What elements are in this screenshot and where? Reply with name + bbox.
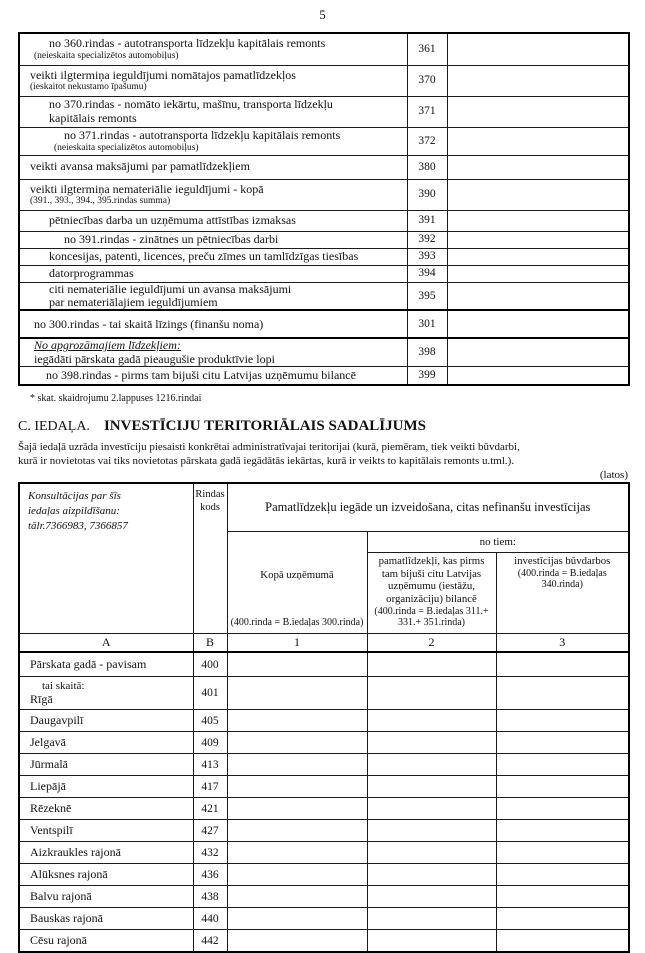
table-row [19, 155, 629, 179]
territorial-table [18, 482, 630, 952]
row-code: 391 [407, 210, 447, 231]
col3-title: investīcijas būvdarbos [514, 554, 611, 567]
row-code: 436 [193, 864, 227, 886]
row-note: (391., 393., 394., 395.rindas summa) [30, 196, 171, 206]
value-cell [367, 732, 496, 754]
page-number: 5 [319, 7, 326, 22]
col1-header-cell [227, 531, 367, 633]
row-label-cell [19, 65, 407, 96]
col-letter-b: B [193, 633, 227, 652]
row-label-cell [19, 265, 407, 282]
col-letter-2: 2 [367, 633, 496, 652]
table-row [19, 864, 629, 886]
row-code: 432 [193, 842, 227, 864]
territory-label: Pārskata gadā - pavisam [19, 652, 193, 677]
value-cell [227, 652, 367, 677]
row-code: 301 [407, 310, 447, 338]
col2-note: (400.rinda = B.iedaļas 311.+ 331.+ 351.rinda) [374, 605, 489, 629]
value-cell [496, 677, 629, 710]
value-cell [496, 754, 629, 776]
territory-label: Rēzeknē [19, 798, 193, 820]
row-label: no 370.rindas - nomāto iekārtu, mašīnu, transporta līdzekļu [49, 97, 333, 112]
value-cell [496, 652, 629, 677]
table-row [19, 820, 629, 842]
value-cell [227, 776, 367, 798]
intro-line-2: kurā ir novietotas vai tiks novietotas pārskata gadā iegādātās iekārtas, kurā ir veikts to kapitālais remonts u.tml.). [18, 455, 515, 468]
row-label-line2: par nemateriālajiem ieguldījumiem [49, 294, 218, 309]
row-code: 421 [193, 798, 227, 820]
row-label: no 300.rindas - tai skaitā līzings (finanšu noma) [34, 316, 264, 331]
row-code: 399 [407, 367, 447, 385]
of-which-label: tai skaitā: [42, 679, 85, 692]
row-label: no 391.rindas - zinātnes un pētniecības darbi [64, 231, 279, 246]
value-cell [367, 820, 496, 842]
row-label: veikti ilgtermiņa ieguldījumi nomātajos pamatlīdzekļos [30, 67, 296, 82]
table-row [19, 310, 629, 338]
row-label-heading: No apgrozāmajiem līdzekļiem: [34, 338, 181, 353]
table-row [19, 231, 629, 248]
col1-note: (400.rinda = B.iedaļas 300.rinda) [230, 617, 364, 629]
row-label-cell [19, 282, 407, 310]
column-letters-row [19, 633, 629, 652]
row-code: 371 [407, 96, 447, 127]
row-label-cell [19, 231, 407, 248]
table-row [19, 886, 629, 908]
table-row [19, 754, 629, 776]
value-cell [447, 310, 629, 338]
value-cell [367, 798, 496, 820]
row-label-cell [19, 127, 407, 155]
territory-label: Ventspilī [19, 820, 193, 842]
row-note: (neieskaita specializētos automobiļus) [34, 50, 179, 61]
row-code: 361 [407, 33, 447, 65]
row-label: no 360.rindas - autotransporta līdzekļu kapitālais remonts [49, 36, 326, 51]
section-heading-title: INVESTĪCIJU TERITORIĀLAIS SADALĪJUMS [103, 417, 426, 434]
col-letter-1: 1 [227, 633, 367, 652]
table-row [19, 732, 629, 754]
table-row [19, 652, 629, 677]
value-cell [227, 930, 367, 952]
value-cell [227, 677, 367, 710]
value-cell [367, 652, 496, 677]
table-row [19, 96, 629, 127]
territory-label: Jelgavā [19, 732, 193, 754]
row-label: datorprogrammas [49, 265, 134, 280]
main-column-header: Pamatlīdzekļu iegāde un izveidošana, citas nefinanšu investīcijas [227, 483, 629, 531]
value-cell [447, 155, 629, 179]
value-cell [367, 930, 496, 952]
row-label: koncesijas, patenti, licences, preču zīmes un tamlīdzīgas tiesības [49, 248, 359, 263]
value-cell [447, 338, 629, 366]
value-cell [496, 886, 629, 908]
value-cell [367, 677, 496, 710]
table-row [19, 282, 629, 310]
value-cell [447, 33, 629, 65]
consult-line-2: iedaļas aizpildīšanu: [28, 505, 120, 518]
value-cell [367, 842, 496, 864]
value-cell [447, 96, 629, 127]
table-row [19, 248, 629, 265]
value-cell [496, 864, 629, 886]
row-label: no 398.rindas - pirms tam bijuši citu Latvijas uzņēmumu bilancē [46, 367, 356, 382]
row-label-cell [19, 179, 407, 210]
value-cell [367, 886, 496, 908]
value-cell [496, 820, 629, 842]
investments-detail-table [18, 32, 630, 386]
value-cell [447, 231, 629, 248]
row-label: veikti avansa maksājumi par pamatlīdzekļiem [30, 159, 250, 174]
row-code: 440 [193, 908, 227, 930]
row-note: (ieskaitot nekustamo īpašumu) [30, 82, 147, 92]
row-code: 417 [193, 776, 227, 798]
row-note: (neieskaita specializētos automobiļus) [54, 142, 199, 153]
row-code: 380 [407, 155, 447, 179]
row-label-cell [19, 210, 407, 231]
value-cell [367, 864, 496, 886]
table-row [19, 179, 629, 210]
row-label: veikti ilgtermiņa nemateriālie ieguldījumi - kopā [30, 181, 264, 196]
value-cell [227, 732, 367, 754]
units-label: (latos) [599, 469, 628, 482]
consult-line-3: tālr.7366983, 7366857 [28, 520, 128, 533]
table-row [19, 367, 629, 385]
value-cell [227, 798, 367, 820]
table-row [19, 210, 629, 231]
value-cell [496, 842, 629, 864]
col3-header-cell [496, 552, 629, 633]
row-label-line2: iegādāti pārskata gadā pieaugušie produktīvie lopi [34, 351, 275, 366]
value-cell [227, 754, 367, 776]
intro-line-1: Šajā iedaļā uzrāda investīciju piesaisti konkrētai administratīvajai teritorijai (kurā, piemēram, tiek veikti būvdarbi, [18, 440, 520, 453]
consultation-cell [19, 483, 193, 633]
row-code: 372 [407, 127, 447, 155]
row-label-cell [19, 248, 407, 265]
table-row [19, 908, 629, 930]
territory-label: Cēsu rajonā [19, 930, 193, 952]
table-row [19, 930, 629, 952]
territory-label: Jūrmalā [19, 754, 193, 776]
row-code: 393 [407, 248, 447, 265]
value-cell [447, 210, 629, 231]
row-code: 390 [407, 179, 447, 210]
value-cell [367, 776, 496, 798]
row-label: no 371.rindas - autotransporta līdzekļu kapitālais remonts [64, 128, 341, 143]
territory-label: Alūksnes rajonā [19, 864, 193, 886]
value-cell [496, 930, 629, 952]
territory-label: Liepājā [19, 776, 193, 798]
row-code: 401 [193, 677, 227, 710]
row-label-cell [19, 367, 407, 385]
row-code: 427 [193, 820, 227, 842]
row-label-cell [19, 338, 407, 366]
value-cell [227, 886, 367, 908]
table-row [19, 798, 629, 820]
value-cell [227, 710, 367, 732]
row-code: 400 [193, 652, 227, 677]
table-row [19, 265, 629, 282]
value-cell [367, 710, 496, 732]
value-cell [496, 732, 629, 754]
value-cell [496, 798, 629, 820]
table-row [19, 338, 629, 366]
value-cell [447, 367, 629, 385]
consult-line-1: Konsultācijas par šīs [28, 490, 121, 503]
header-row-1 [19, 483, 629, 531]
territory-label-cell [19, 677, 193, 710]
row-label: citi nemateriālie ieguldījumi un avansa maksājumi [49, 281, 292, 296]
row-label-line2: kapitālais remonts [49, 110, 137, 125]
row-label: pētniecības darba un uzņēmuma attīstības izmaksas [49, 212, 296, 227]
value-cell [496, 776, 629, 798]
row-label-cell [19, 33, 407, 65]
row-code: 409 [193, 732, 227, 754]
table-row [19, 33, 629, 65]
value-cell [227, 864, 367, 886]
row-code-header: Rindas kods [193, 483, 227, 633]
row-code: 405 [193, 710, 227, 732]
value-cell [367, 754, 496, 776]
value-cell [496, 710, 629, 732]
value-cell [447, 65, 629, 96]
territory-label: Bauskas rajonā [19, 908, 193, 930]
table-row [19, 710, 629, 732]
territory-label: Daugavpilī [19, 710, 193, 732]
table-row [19, 776, 629, 798]
col-letter-a: A [19, 633, 193, 652]
territory-label: Rīgā [30, 691, 53, 706]
col1-title: Kopā uzņēmumā [260, 569, 334, 582]
value-cell [227, 908, 367, 930]
value-cell [447, 282, 629, 310]
row-code: 370 [407, 65, 447, 96]
col2-title: pamatlīdzekļi, kas pirms tam bijuši citu Latvijas uzņēmumu (iestāžu, organizāciju) bilancē [378, 554, 485, 606]
value-cell [447, 179, 629, 210]
row-code: 398 [407, 338, 447, 366]
footnote: * skat. skaidrojumu 2.lappuses 1216.rindai [30, 392, 202, 404]
row-label-cell [19, 155, 407, 179]
section-heading-prefix: C. IEDAĻA. [18, 418, 90, 434]
row-code: 395 [407, 282, 447, 310]
col-letter-3: 3 [496, 633, 629, 652]
value-cell [227, 820, 367, 842]
territory-label: Aizkraukles rajonā [19, 842, 193, 864]
row-label-cell [19, 310, 407, 338]
table-row [19, 677, 629, 710]
value-cell [367, 908, 496, 930]
col3-note: (400.rinda = B.iedaļas 340.rinda) [517, 567, 607, 591]
territory-label: Balvu rajonā [19, 886, 193, 908]
value-cell [447, 127, 629, 155]
section-heading [18, 418, 645, 435]
row-code: 438 [193, 886, 227, 908]
row-code: 394 [407, 265, 447, 282]
value-cell [447, 248, 629, 265]
table-row [19, 842, 629, 864]
row-label-cell [19, 96, 407, 127]
value-cell [496, 908, 629, 930]
row-code: 413 [193, 754, 227, 776]
section-intro [18, 440, 645, 469]
value-cell [227, 842, 367, 864]
of-which-header: no tiem: [367, 531, 629, 552]
table-row [19, 65, 629, 96]
value-cell [447, 265, 629, 282]
col2-header-cell [367, 552, 496, 633]
row-code: 442 [193, 930, 227, 952]
row-code: 392 [407, 231, 447, 248]
table-row [19, 127, 629, 155]
